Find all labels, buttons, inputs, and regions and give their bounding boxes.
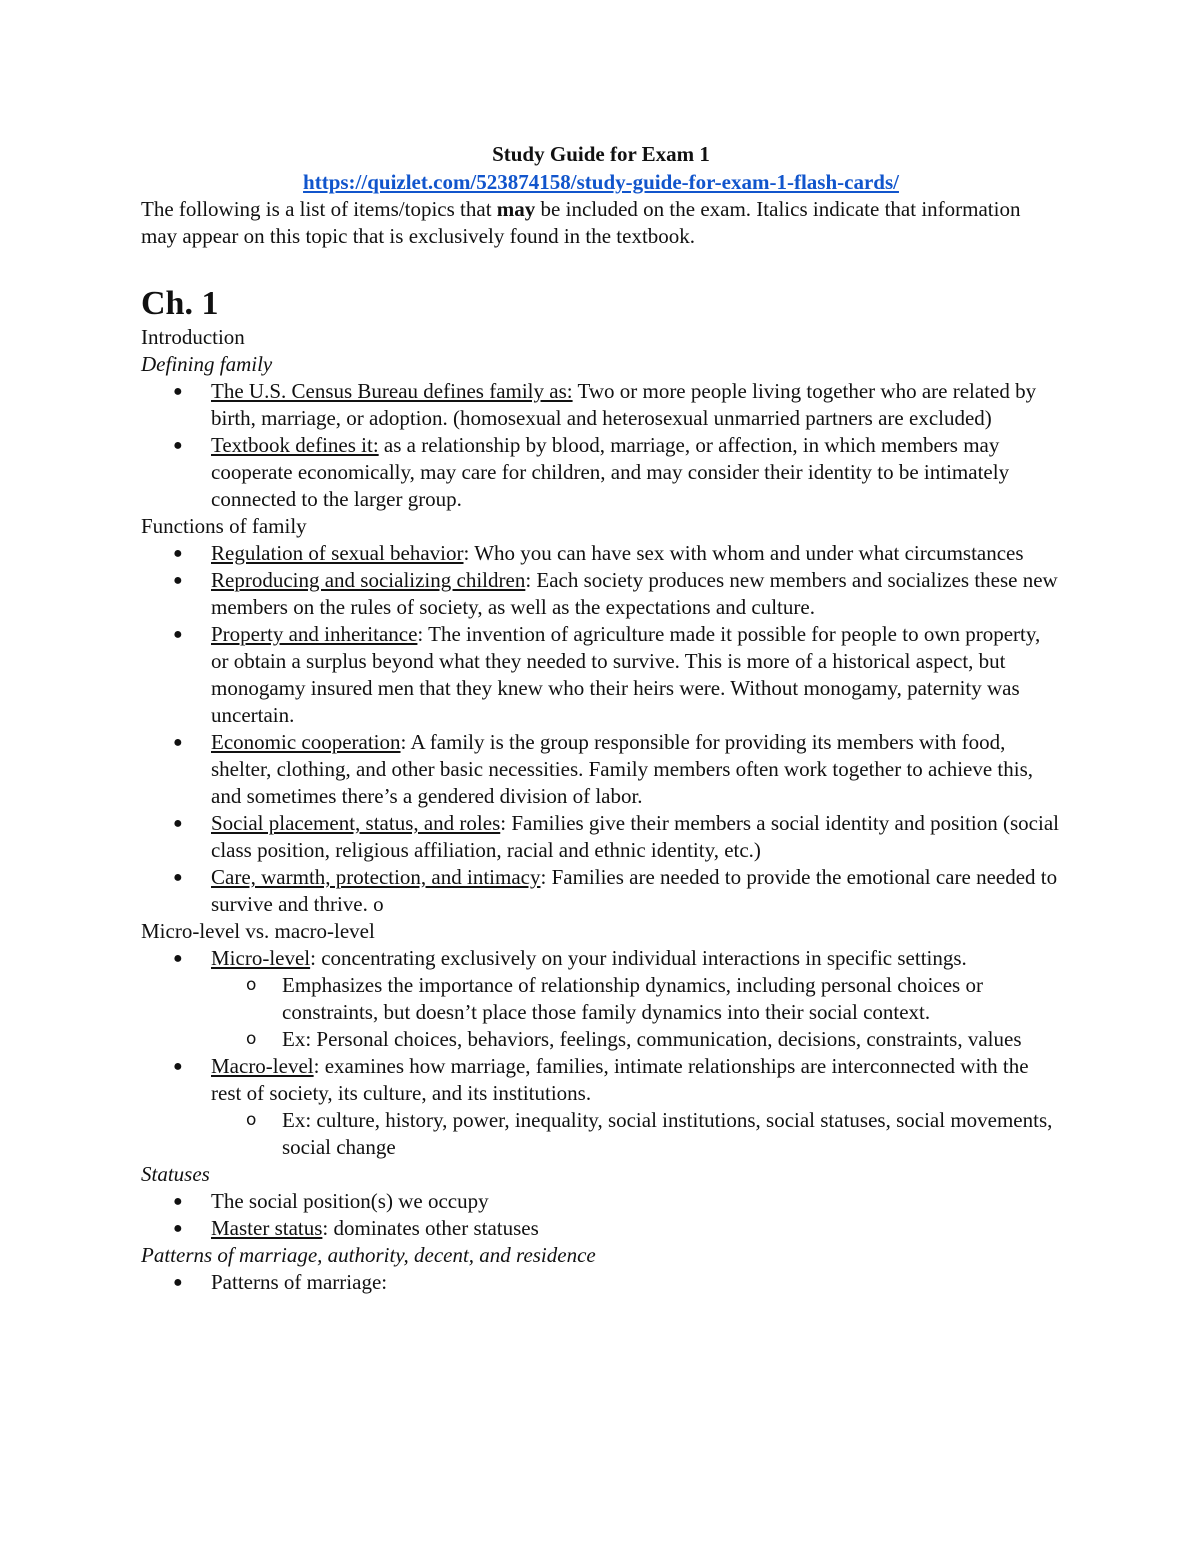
item-term: Macro-level — [211, 1054, 314, 1078]
bullet-dot-icon: ● — [173, 869, 183, 886]
bullet-dot-icon: ● — [173, 545, 183, 562]
bullet-dot-icon: ● — [173, 1058, 183, 1075]
item-text: : Families give their members a social identity and position (social class position, religious affiliation, racial and ethnic identity, etc.) — [211, 811, 1059, 862]
item-term: Social placement, status, and roles — [211, 811, 501, 835]
bullet-list — [141, 1269, 1061, 1296]
list-item — [173, 864, 1061, 918]
section-title: Statuses — [141, 1162, 210, 1186]
list-item — [173, 810, 1061, 864]
bullet-dot-icon: ● — [173, 1220, 183, 1237]
sub-list-item — [246, 1107, 1061, 1161]
item-term: Property and inheritance — [211, 622, 418, 646]
item-term: Textbook defines it: — [211, 433, 379, 457]
bullet-dot-icon: ● — [173, 626, 183, 643]
quizlet-link[interactable]: https://quizlet.com/523874158/study-guide-for-exam-1-flash-cards/ — [303, 170, 899, 194]
bullet-dot-icon: ● — [173, 572, 183, 589]
section-title: Introduction — [141, 325, 245, 349]
item-term: Master status — [211, 1216, 323, 1240]
bullet-dot-icon: ● — [173, 815, 183, 832]
intro-paragraph — [141, 196, 1061, 250]
section-title: Patterns of marriage, authority, decent, and residence — [141, 1243, 596, 1267]
list-item — [173, 1188, 1061, 1215]
section-title: Defining family — [141, 352, 273, 376]
intro-bold-word: may — [496, 197, 536, 221]
list-item — [173, 1269, 1061, 1296]
item-text: Patterns of marriage: — [211, 1270, 388, 1294]
item-term: Regulation of sexual behavior — [211, 541, 464, 565]
item-text: : concentrating exclusively on your individual interactions in specific settings. — [310, 946, 967, 970]
sub-list — [211, 1107, 1061, 1161]
bullet-dot-icon: ● — [173, 734, 183, 751]
list-item — [173, 1215, 1061, 1242]
item-text: as a relationship by blood, marriage, or affection, in which members may cooperate economically, may care for children, and may consider their identity to be intimately connected to the larger group. — [211, 433, 1010, 511]
item-term: Care, warmth, protection, and intimacy — [211, 865, 541, 889]
list-item — [173, 945, 1061, 1053]
item-text: : dominates other statuses — [322, 1216, 539, 1240]
bullet-dot-icon: ● — [173, 383, 183, 400]
bullet-dot-icon: ● — [173, 950, 183, 967]
item-term: The U.S. Census Bureau defines family as: — [211, 379, 573, 403]
sub-list-item — [246, 972, 1061, 1026]
intro-text-before: The following is a list of items/topics that — [141, 197, 497, 221]
sub-item-text: Ex: culture, history, power, inequality, social institutions, social statuses, social movements, social change — [282, 1108, 1053, 1159]
item-term: Reproducing and socializing children — [211, 568, 526, 592]
sub-list-item — [246, 1026, 1061, 1053]
circle-bullet-icon: o — [246, 975, 257, 995]
sub-list — [211, 972, 1061, 1053]
list-item — [173, 621, 1061, 729]
document-page — [141, 140, 1061, 1296]
list-item — [173, 378, 1061, 432]
intro-text-after: be included on the exam. Italics indicate that information may appear on this topic that is exclusively found in the textbook. — [141, 197, 1021, 248]
section-title: Micro-level vs. macro-level — [141, 919, 375, 943]
bullet-dot-icon: ● — [173, 1274, 183, 1291]
item-text: : examines how marriage, families, intimate relationships are interconnected with the rest of society, its culture, and its institutions. — [211, 1054, 1029, 1105]
bullet-list — [141, 378, 1061, 513]
item-text: : Each society produces new members and socializes these new members on the rules of society, as well as the expectations and culture. — [211, 568, 1058, 619]
item-term: Economic cooperation — [211, 730, 401, 754]
list-item — [173, 567, 1061, 621]
sub-item-text: Ex: Personal choices, behaviors, feelings, communication, decisions, constraints, values — [282, 1027, 1022, 1051]
item-text: : The invention of agriculture made it possible for people to own property, or obtain a surplus beyond what they needed to survive. This is more of a historical aspect, but monogamy insured men that they knew who their heirs were. Without monogamy, paternity was uncertain. — [211, 622, 1041, 727]
item-text: The social position(s) we occupy — [211, 1189, 489, 1213]
bullet-dot-icon: ● — [173, 1193, 183, 1210]
circle-bullet-icon: o — [246, 1110, 257, 1130]
section-title: Functions of family — [141, 514, 307, 538]
document-title: Study Guide for Exam 1 — [492, 142, 710, 166]
link-line — [141, 169, 1061, 196]
item-text: Two or more people living together who are related by birth, marriage, or adoption. (homosexual and heterosexual unmarried partners are excluded) — [211, 379, 1037, 430]
chapter-sections — [141, 324, 1061, 1296]
list-item — [173, 432, 1061, 513]
list-item — [173, 540, 1061, 567]
list-item — [173, 1053, 1061, 1161]
list-item — [173, 729, 1061, 810]
item-term: Micro-level — [211, 946, 311, 970]
sub-item-text: Emphasizes the importance of relationship dynamics, including personal choices or constraints, but doesn’t place those family dynamics into their social context. — [282, 973, 983, 1024]
item-text: : Families are needed to provide the emotional care needed to survive and thrive. o — [211, 865, 1058, 916]
bullet-dot-icon: ● — [173, 437, 183, 454]
bullet-list — [141, 1188, 1061, 1242]
bullet-list — [141, 540, 1061, 918]
circle-bullet-icon: o — [246, 1029, 257, 1049]
bullet-list — [141, 945, 1061, 1161]
chapter-heading: Ch. 1 — [141, 285, 219, 322]
item-text: : Who you can have sex with whom and under what circumstances — [463, 541, 1024, 565]
item-text: : A family is the group responsible for providing its members with food, shelter, clothing, and other basic necessities. Family members often work together to achieve this, and sometimes there’s a gendered division of labor. — [211, 730, 1034, 808]
